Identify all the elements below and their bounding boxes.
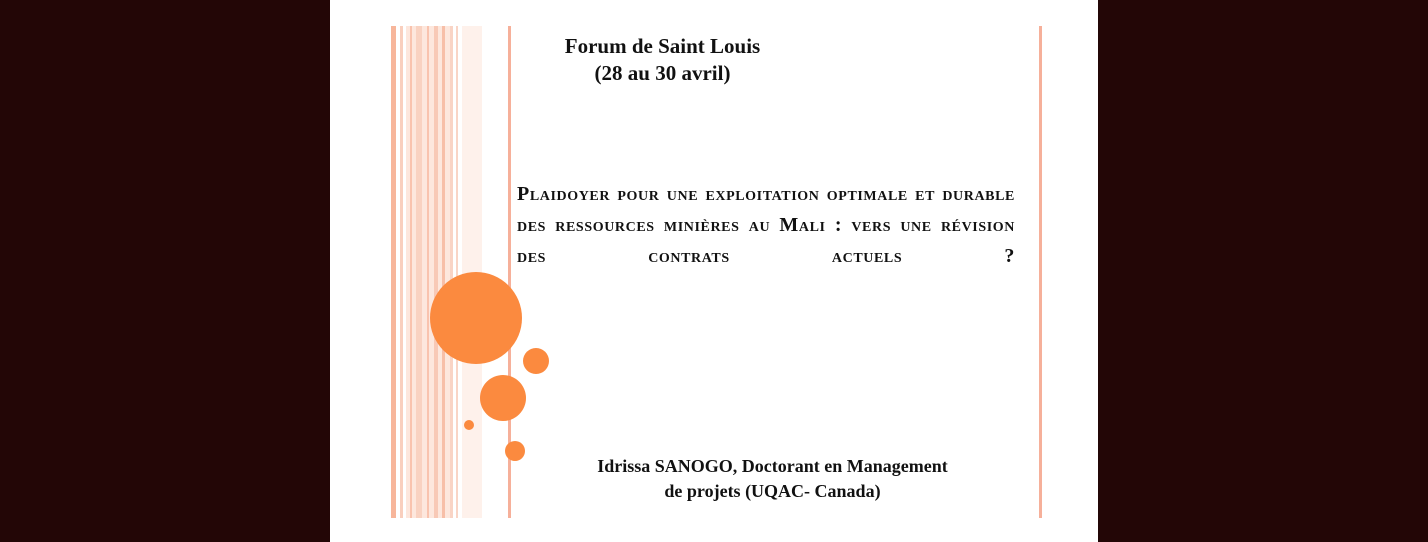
author-line-1: Idrissa SANOGO, Doctorant en Management (597, 456, 948, 476)
divider-line-right (1039, 26, 1042, 518)
header-line-1: Forum de Saint Louis (564, 34, 761, 58)
slide (330, 0, 1098, 542)
slide-author (530, 454, 1015, 504)
large-orange-circle (430, 272, 522, 364)
slide-title: Plaidoyer pour une exploitation optimale et durable des ressources minières au Mali : vers une révision des contrats actuels ? (517, 183, 1015, 267)
slide-header (530, 33, 795, 87)
medium-orange-circle (480, 375, 526, 421)
small-orange-circle (523, 348, 549, 374)
small-orange-circle-bottom (505, 441, 525, 461)
left-stripe-band (391, 26, 482, 518)
header-line-2: (28 au 30 avril) (594, 61, 731, 85)
author-line-2: de projets (UQAC- Canada) (664, 481, 881, 501)
tiny-orange-circle (464, 420, 474, 430)
